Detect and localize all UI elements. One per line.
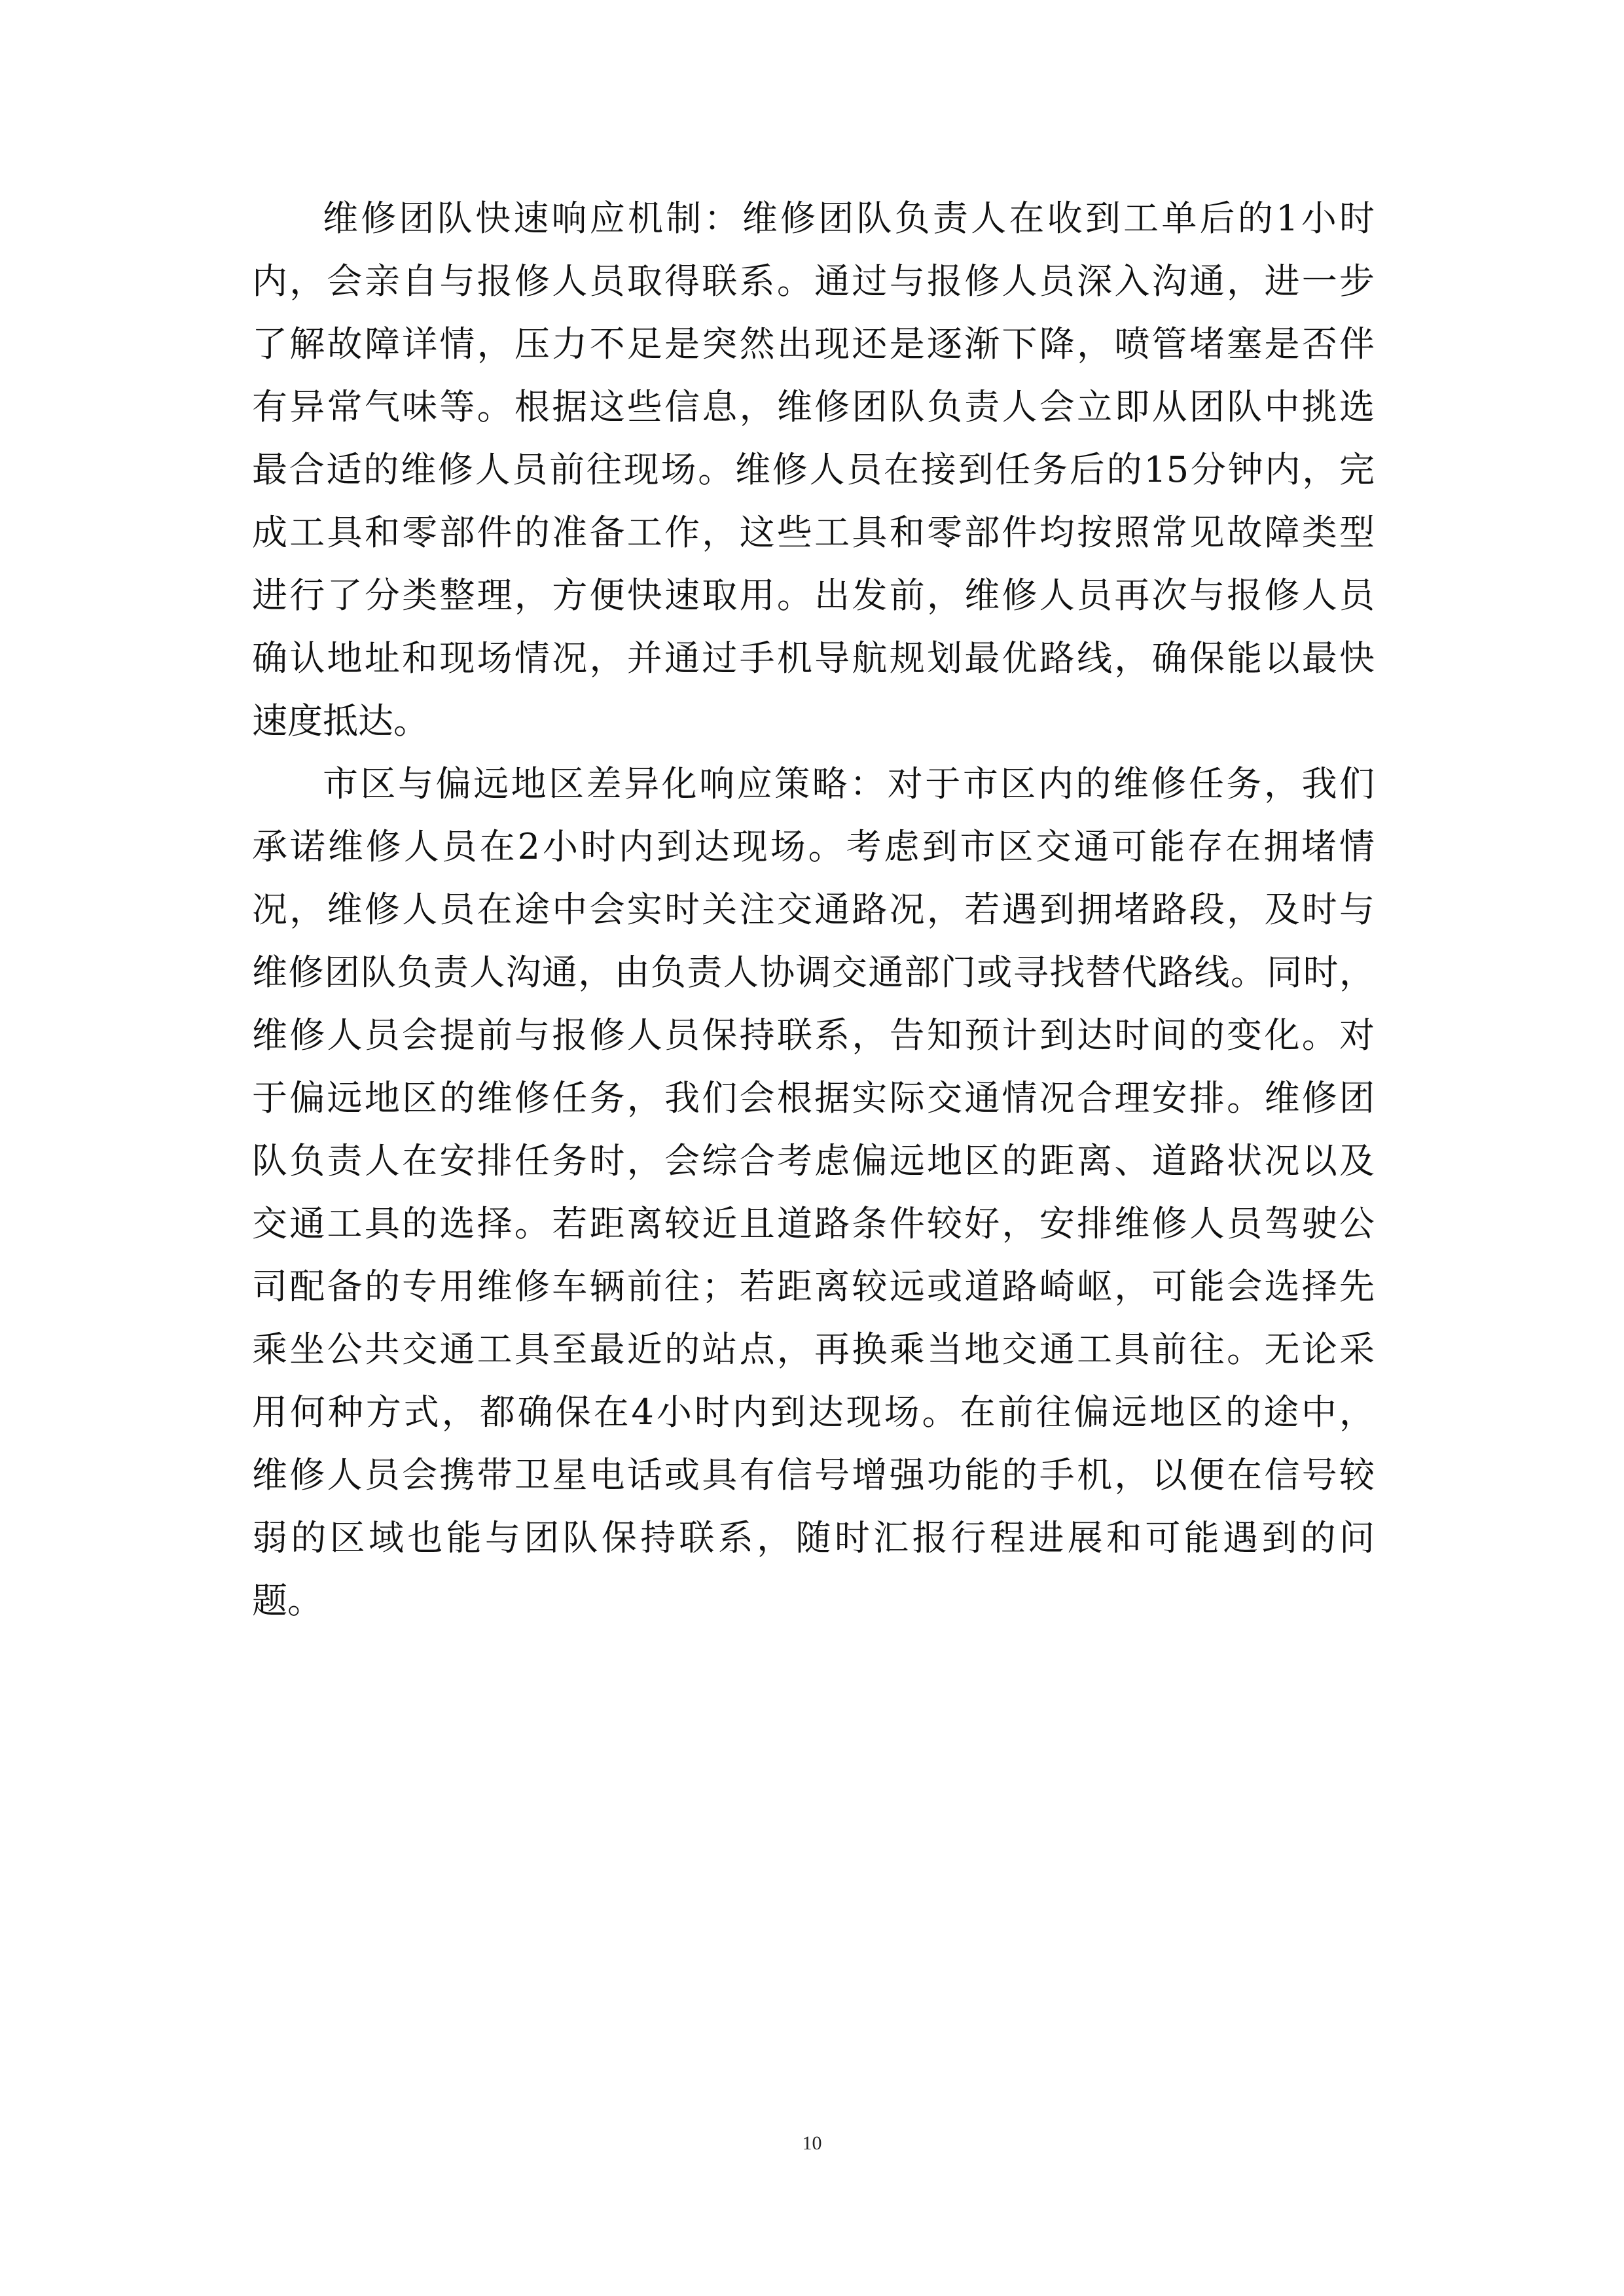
paragraph-2-line-12: 维修人员会携带卫星电话或具有信号增强功能的手机，以便在信号较	[252, 1454, 1375, 1496]
paragraph-2-line-10: 乘坐公共交通工具至最近的站点，再换乘当地交通工具前往。无论采	[252, 1329, 1375, 1370]
paragraph-2-line-7: 队负责人在安排任务时，会综合考虑偏远地区的距离、道路状况以及	[252, 1140, 1375, 1181]
paragraph-1-line-6: 成工具和零部件的准备工作，这些工具和零部件均按照常见故障类型	[252, 512, 1375, 553]
paragraph-1-line-2: 内，会亲自与报修人员取得联系。通过与报修人员深入沟通，进一步	[252, 260, 1375, 302]
paragraph-1-line-9: 速度抵达。	[252, 700, 429, 742]
paragraph-2-line-8: 交通工具的选择。若距离较近且道路条件较好，安排维修人员驾驶公	[252, 1203, 1375, 1244]
body-text	[252, 187, 1375, 1632]
paragraph-2-line-4: 维修团队负责人沟通，由负责人协调交通部门或寻找替代路线。同时，	[252, 952, 1375, 993]
paragraph-2-line-6: 于偏远地区的维修任务，我们会根据实际交通情况合理安排。维修团	[252, 1077, 1375, 1119]
paragraph-2-line-14: 题。	[252, 1580, 323, 1621]
paragraph-1-line-4: 有异常气味等。根据这些信息，维修团队负责人会立即从团队中挑选	[252, 386, 1375, 427]
page-number: 10	[802, 2132, 822, 2154]
paragraph-2-line-9: 司配备的专用维修车辆前往；若距离较远或道路崎岖，可能会选择先	[252, 1266, 1375, 1307]
paragraph-2-line-3: 况，维修人员在途中会实时关注交通路况，若遇到拥堵路段，及时与	[252, 889, 1375, 930]
paragraph-1-line-3: 了解故障详情，压力不足是突然出现还是逐渐下降，喷管堵塞是否伴	[252, 323, 1375, 365]
paragraph-2-line-2: 承诺维修人员在2小时内到达现场。考虑到市区交通可能存在拥堵情	[252, 826, 1375, 867]
paragraph-2-line-5: 维修人员会提前与报修人员保持联系，告知预计到达时间的变化。对	[252, 1014, 1375, 1056]
paragraph-1-line-1: 维修团队快速响应机制：维修团队负责人在收到工单后的1小时	[323, 198, 1375, 239]
paragraph-1-line-8: 确认地址和现场情况，并通过手机导航规划最优路线，确保能以最快	[252, 637, 1375, 679]
paragraph-1-line-5: 最合适的维修人员前往现场。维修人员在接到任务后的15分钟内，完	[252, 449, 1375, 490]
paragraph-2-line-11: 用何种方式，都确保在4小时内到达现场。在前往偏远地区的途中，	[252, 1391, 1375, 1433]
paragraph-2-line-13: 弱的区域也能与团队保持联系，随时汇报行程进展和可能遇到的问	[252, 1517, 1375, 1558]
paragraph-1-line-7: 进行了分类整理，方便快速取用。出发前，维修人员再次与报修人员	[252, 575, 1375, 616]
paragraph-2-line-1: 市区与偏远地区差异化响应策略：对于市区内的维修任务，我们	[323, 763, 1375, 804]
